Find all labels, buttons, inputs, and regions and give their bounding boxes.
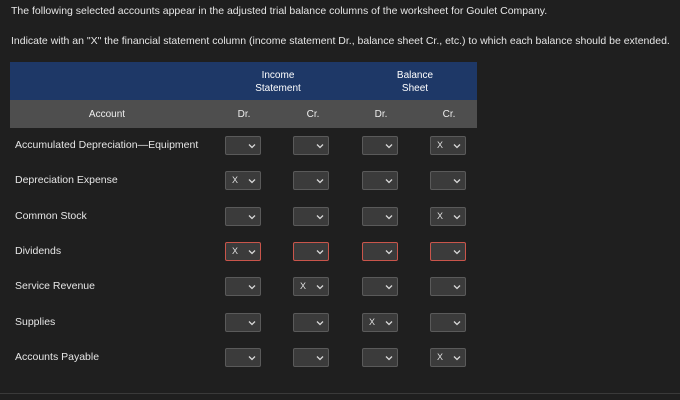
select-value: X bbox=[369, 317, 376, 327]
chevron-down-icon bbox=[316, 354, 324, 362]
select-value: X bbox=[232, 175, 239, 185]
chevron-down-icon bbox=[316, 177, 324, 185]
select-income-cr[interactable] bbox=[293, 313, 329, 332]
instruction-text-1: The following selected accounts appear in the adjusted trial balance columns of the worksheet for Goulet Company. bbox=[11, 5, 548, 17]
chevron-down-icon bbox=[453, 283, 461, 291]
column-header-income-dr: Dr. bbox=[237, 109, 251, 120]
chevron-down-icon bbox=[248, 142, 256, 150]
chevron-down-icon bbox=[385, 248, 393, 256]
select-income-dr[interactable] bbox=[225, 348, 261, 367]
select-balance-dr[interactable] bbox=[362, 136, 398, 155]
select-income-dr[interactable] bbox=[225, 242, 261, 261]
chevron-down-icon bbox=[385, 354, 393, 362]
account-label: Accounts Payable bbox=[15, 351, 100, 363]
select-income-cr[interactable] bbox=[293, 136, 329, 155]
chevron-down-icon bbox=[248, 213, 256, 221]
select-income-dr[interactable] bbox=[225, 277, 261, 296]
column-header-income-cr: Cr. bbox=[306, 109, 320, 120]
select-income-dr[interactable] bbox=[225, 313, 261, 332]
select-balance-cr[interactable] bbox=[430, 313, 466, 332]
chevron-down-icon bbox=[453, 319, 461, 327]
chevron-down-icon bbox=[248, 248, 256, 256]
chevron-down-icon bbox=[453, 142, 461, 150]
account-label: Supplies bbox=[15, 316, 56, 328]
select-income-dr[interactable] bbox=[225, 207, 261, 226]
select-income-cr[interactable] bbox=[293, 242, 329, 261]
chevron-down-icon bbox=[248, 283, 256, 291]
select-balance-cr[interactable] bbox=[430, 348, 466, 367]
chevron-down-icon bbox=[385, 213, 393, 221]
select-balance-dr[interactable] bbox=[362, 207, 398, 226]
chevron-down-icon bbox=[453, 354, 461, 362]
select-balance-dr[interactable] bbox=[362, 277, 398, 296]
select-income-cr[interactable] bbox=[293, 348, 329, 367]
chevron-down-icon bbox=[316, 142, 324, 150]
balance-sheet-header-line2: Sheet bbox=[401, 83, 429, 94]
income-statement-header-line1: Income bbox=[261, 70, 295, 81]
select-income-cr[interactable] bbox=[293, 171, 329, 190]
chevron-down-icon bbox=[453, 177, 461, 185]
chevron-down-icon bbox=[385, 177, 393, 185]
chevron-down-icon bbox=[248, 177, 256, 185]
select-balance-dr[interactable] bbox=[362, 242, 398, 261]
account-label: Accumulated Depreciation—Equipment bbox=[15, 139, 199, 151]
chevron-down-icon bbox=[248, 319, 256, 327]
chevron-down-icon bbox=[385, 283, 393, 291]
select-income-dr[interactable] bbox=[225, 171, 261, 190]
income-statement-header bbox=[238, 69, 318, 95]
select-value: X bbox=[437, 140, 444, 150]
select-value: X bbox=[437, 352, 444, 362]
select-balance-cr[interactable] bbox=[430, 277, 466, 296]
select-value: X bbox=[300, 281, 307, 291]
account-label: Common Stock bbox=[15, 210, 87, 222]
select-balance-dr[interactable] bbox=[362, 171, 398, 190]
account-label: Depreciation Expense bbox=[15, 174, 118, 186]
income-statement-header-line2: Statement bbox=[255, 83, 301, 94]
column-header-balance-cr: Cr. bbox=[442, 109, 456, 120]
account-label: Service Revenue bbox=[15, 280, 95, 292]
select-income-cr[interactable] bbox=[293, 207, 329, 226]
select-value: X bbox=[437, 211, 444, 221]
select-balance-dr[interactable] bbox=[362, 348, 398, 367]
select-balance-cr[interactable] bbox=[430, 136, 466, 155]
chevron-down-icon bbox=[453, 248, 461, 256]
select-income-cr[interactable] bbox=[293, 277, 329, 296]
chevron-down-icon bbox=[453, 213, 461, 221]
chevron-down-icon bbox=[248, 354, 256, 362]
chevron-down-icon bbox=[316, 319, 324, 327]
select-balance-cr[interactable] bbox=[430, 171, 466, 190]
balance-sheet-header bbox=[375, 69, 455, 95]
select-value: X bbox=[232, 246, 239, 256]
divider bbox=[0, 393, 680, 394]
chevron-down-icon bbox=[316, 213, 324, 221]
select-balance-cr[interactable] bbox=[430, 207, 466, 226]
account-label: Dividends bbox=[15, 245, 62, 257]
chevron-down-icon bbox=[316, 283, 324, 291]
select-income-dr[interactable] bbox=[225, 136, 261, 155]
balance-sheet-header-line1: Balance bbox=[396, 70, 434, 81]
select-balance-dr[interactable] bbox=[362, 313, 398, 332]
chevron-down-icon bbox=[385, 142, 393, 150]
column-header-balance-dr: Dr. bbox=[374, 109, 388, 120]
select-balance-cr[interactable] bbox=[430, 242, 466, 261]
instruction-text-2: Indicate with an "X" the financial statement column (income statement Dr., balance sheet Cr., etc.) to which each balance should be extended. bbox=[11, 35, 670, 47]
chevron-down-icon bbox=[316, 248, 324, 256]
column-header-account: Account bbox=[88, 109, 126, 120]
chevron-down-icon bbox=[385, 319, 393, 327]
